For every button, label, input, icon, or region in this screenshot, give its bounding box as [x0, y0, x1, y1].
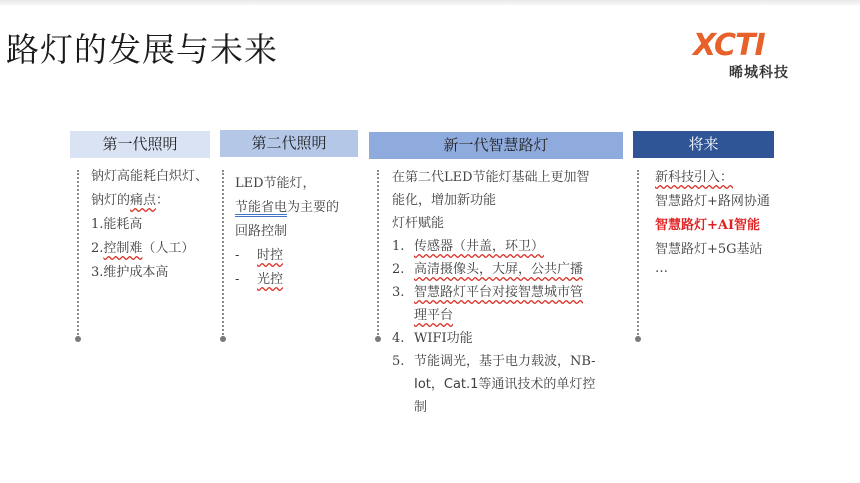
gen1-item-1: [91, 213, 221, 237]
column-header-gen1: 第一代照明: [70, 131, 210, 158]
gen2-line-1: LED节能灯，: [235, 176, 316, 191]
gen3-item-4: [392, 327, 624, 350]
timeline-dot-2: [220, 336, 226, 342]
item-text: 高清摄像头，大屏，公共广播: [414, 262, 584, 277]
item-number: 1.: [91, 217, 104, 232]
future-line-3: 智慧路灯+AI智能: [655, 218, 761, 233]
item-text: （人工）: [142, 241, 195, 256]
item-dash: -: [235, 248, 240, 263]
logo-subtitle: 晞城科技: [729, 65, 789, 81]
item-text: 能耗高: [103, 217, 143, 232]
timeline-dot-4: [635, 336, 641, 342]
future-content: [655, 166, 815, 276]
future-new-tech: 新科技引入：: [655, 170, 734, 185]
column-header-gen2: 第二代照明: [220, 130, 358, 157]
timeline-dot-1: [75, 336, 81, 342]
gen2-line-3: 回路控制: [235, 224, 288, 239]
gen3-subheading: 灯杆赋能: [392, 216, 445, 231]
gen2-line-2-text: 为主要的: [287, 200, 340, 215]
item-number: 2.: [91, 241, 104, 256]
timeline-dot-3: [375, 336, 381, 342]
gen2-content: [235, 172, 365, 292]
item-text: WIFI功能: [414, 331, 473, 346]
company-logo: [693, 30, 813, 82]
gen1-pain-points: 痛点: [130, 193, 157, 208]
item-number: 3.: [91, 265, 104, 280]
future-line-1: [655, 166, 815, 190]
item-dash: -: [235, 272, 240, 287]
item-text: 理平台: [414, 308, 454, 323]
gen3-intro-1: 在第二代LED节能灯基础上更加智: [392, 170, 590, 185]
timeline-line-2: [222, 170, 224, 338]
top-bar: [0, 0, 860, 5]
gen3-item-3: [392, 281, 624, 304]
item-text: 时控: [257, 248, 284, 263]
page-title: 路灯的发展与未来: [6, 30, 278, 69]
gen1-intro-line1: 钠灯高能耗白炽灯、: [91, 169, 209, 184]
gen3-intro-2: 能化，增加新功能: [392, 193, 497, 208]
timeline-line-1: [77, 170, 79, 338]
gen2-line-2: [235, 196, 365, 220]
gen2-item-1: [235, 244, 365, 268]
item-number: 4.: [392, 331, 405, 346]
item-number: 2.: [392, 262, 405, 277]
gen1-item-2: [91, 237, 221, 261]
gen2-item-2: [235, 268, 365, 292]
gen1-intro-line2: [91, 189, 221, 213]
item-number: 3.: [392, 285, 405, 300]
gen1-intro-text: 钠灯的: [91, 193, 131, 208]
gen2-energy-saving: 节能省电: [235, 200, 288, 215]
gen1-item-3: [91, 261, 221, 285]
gen3-item-3-cont: [392, 304, 624, 327]
gen1-content: [91, 165, 221, 285]
item-text: 维护成本高: [103, 265, 169, 280]
item-number: 1.: [392, 239, 405, 254]
item-text: 智慧路灯平台对接智慧城市管: [414, 285, 584, 300]
timeline-line-4: [637, 170, 639, 338]
gen3-item-5-cont: Iot，Cat.1等通讯技术的单灯控: [414, 377, 596, 392]
gen3-content: [392, 166, 624, 419]
logo-mark: XCTI: [693, 28, 765, 63]
timeline-line-3: [377, 170, 379, 338]
future-line-4: 智慧路灯+5G基站: [655, 242, 763, 257]
gen3-item-5-cont-2: 制: [414, 400, 428, 415]
gen3-item-5: [392, 350, 624, 373]
item-text-underlined: 控制难: [103, 241, 143, 256]
item-text: 节能调光，基于电力载波，NB-: [414, 354, 596, 369]
gen3-item-1: [392, 235, 624, 258]
future-line-2: 智慧路灯+路网协通: [655, 194, 770, 209]
item-text: 传感器（井盖，环卫）: [414, 239, 545, 254]
item-number: 5.: [392, 354, 405, 369]
gen1-intro-colon: ：: [156, 193, 170, 208]
item-text: 光控: [257, 272, 284, 287]
column-header-gen3: 新一代智慧路灯: [369, 132, 623, 159]
future-line-5: …: [655, 261, 668, 276]
column-header-future: 将来: [633, 131, 774, 158]
gen3-item-2: [392, 258, 624, 281]
